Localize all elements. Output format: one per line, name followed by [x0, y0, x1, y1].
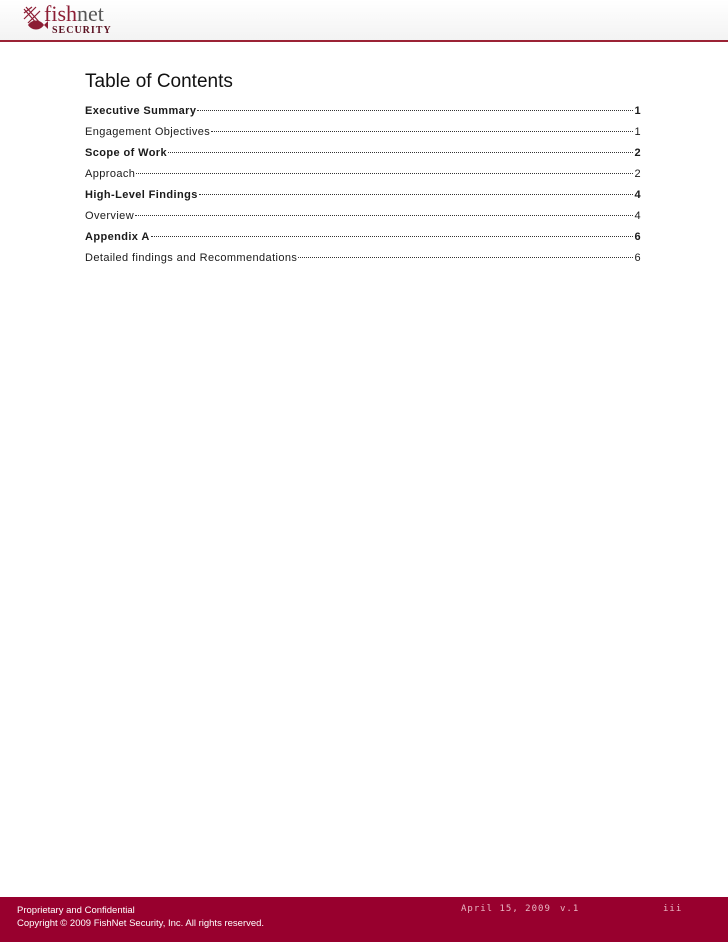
footer-copyright: Copyright © 2009 FishNet Security, Inc. All rights reserved.	[17, 918, 265, 929]
toc-entry[interactable]	[85, 251, 641, 272]
toc-entry-label: Approach	[85, 168, 136, 180]
toc-leader	[211, 131, 633, 132]
toc-entry[interactable]	[85, 209, 641, 230]
toc-entry[interactable]	[85, 125, 641, 146]
page-footer	[0, 897, 728, 942]
toc-leader	[168, 152, 633, 153]
toc-entry-label: Executive Summary	[85, 105, 197, 117]
toc-entry[interactable]	[85, 230, 641, 251]
toc-leader	[136, 173, 633, 174]
toc-entry[interactable]	[85, 167, 641, 188]
logo-word-net: net	[77, 1, 104, 26]
toc-entry-label: High-Level Findings	[85, 189, 198, 201]
toc-leader	[298, 257, 633, 258]
logo-word-fish: fish	[44, 1, 77, 26]
footer-confidentiality-notice: Proprietary and Confidential	[17, 905, 135, 916]
table-of-contents	[85, 70, 641, 272]
toc-entry-label: Overview	[85, 210, 135, 222]
logo-subtitle: SECURITY	[52, 25, 112, 36]
toc-entry-page: 1	[634, 105, 641, 117]
toc-entry-page: 2	[634, 147, 641, 159]
footer-date: April 15, 2009	[461, 904, 551, 914]
toc-title: Table of Contents	[85, 71, 233, 92]
toc-entry-page: 2	[634, 168, 641, 180]
toc-entry-page: 1	[634, 126, 641, 138]
toc-entry-page: 4	[634, 189, 641, 201]
footer-page-number: iii	[663, 904, 683, 914]
toc-entry-page: 4	[634, 210, 641, 222]
footer-version: v.1	[560, 904, 580, 914]
toc-entry[interactable]	[85, 188, 641, 209]
toc-leader	[199, 194, 634, 195]
toc-entry[interactable]	[85, 146, 641, 167]
toc-leader	[135, 215, 633, 216]
toc-entry-label: Scope of Work	[85, 147, 168, 159]
toc-entry-label: Engagement Objectives	[85, 126, 211, 138]
toc-entry-label: Appendix A	[85, 231, 150, 243]
toc-entry[interactable]	[85, 104, 641, 125]
toc-entry-label: Detailed findings and Recommendations	[85, 252, 298, 264]
fishnet-security-logo	[22, 3, 132, 37]
toc-leader	[197, 110, 633, 111]
toc-leader	[151, 236, 634, 237]
toc-entry-page: 6	[634, 231, 641, 243]
toc-entry-page: 6	[634, 252, 641, 264]
page-header	[0, 0, 728, 42]
